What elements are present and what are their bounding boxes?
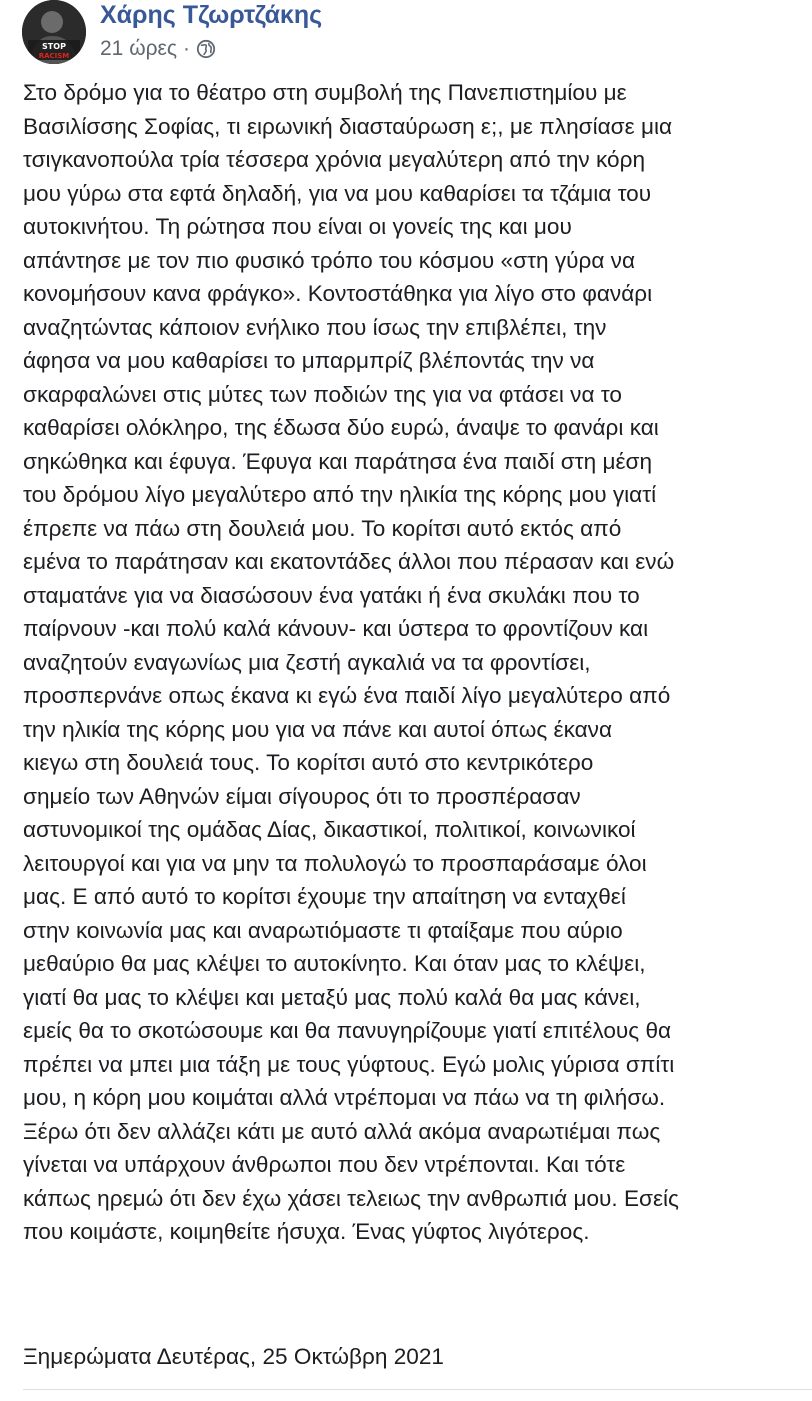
post-text-line: αναζητούν εναγωνίως μια ζεστή αγκαλιά να τα φροντίσει, xyxy=(23,649,591,675)
post-text-line: παίρνουν -και πολύ καλά κάνουν- και ύστερα το φροντίζουν και xyxy=(23,616,649,641)
avatar-text-bottom: RACISM xyxy=(38,52,70,60)
post-text-line: Στο δρόμο για το θέατρο στη συμβολή της Πανεπιστημίου με xyxy=(23,80,627,105)
avatar[interactable] xyxy=(22,0,86,64)
meta-separator: · xyxy=(183,37,191,60)
post-text-line: σκαρφαλώνει στις μύτες των ποδιών της για να φτάσει να το xyxy=(23,381,622,407)
post-text-line: αναζητώντας κάποιον ενήλικο που ίσως την επιβλέπει, την xyxy=(23,314,607,340)
post-text-line: αυτοκινήτου. Τη ρώτησα που είναι οι γονείς της και μου xyxy=(23,214,572,239)
post-text-line: μας. Ε από αυτό το κορίτσι έχουμε την απαίτηση να ενταχθεί xyxy=(23,884,626,909)
post-text-line: σηκώθηκα και έφυγα. Έφυγα και παράτησα ένα παιδί στη μέση xyxy=(23,448,653,474)
post-text-line: άφησα να μου καθαρίσει το μπαρμπρίζ βλέποντάς την να xyxy=(23,348,595,373)
post-text-line: γιατί θα μας το κλέψει και μεταξύ μας πολύ καλά θα μας κάνει, xyxy=(23,984,641,1010)
post-text-line: εμείς θα το σκοτώσουμε και θα πανυγηρίζουμε γιατί επιτέλους θα xyxy=(23,1018,672,1043)
avatar-image xyxy=(22,0,86,64)
post-text-line: προσπερνάνε οπως έκανα κι εγώ ένα παιδί λίγο μεγαλύτερο από xyxy=(23,683,671,708)
post-text-line: Ξέρω ότι δεν αλλάζει κάτι με αυτό αλλά ακόμα αναρωτιέμαι πως xyxy=(23,1118,661,1144)
post-text-line: μεθαύριο θα μας κλέψει το αυτοκίνητο. Και όταν μας το κλέψει, xyxy=(23,951,646,976)
globe-icon[interactable] xyxy=(196,39,216,59)
post-meta xyxy=(100,36,216,62)
post-text-line: εμένα το παράτησαν και εκατοντάδες άλλοι που πέρασαν και ενώ xyxy=(23,549,675,574)
post-text-line: έπρεπε να πάω στη δουλειά μου. Το κορίτσι αυτό εκτός από xyxy=(23,515,622,541)
post-time[interactable]: 21 ώρες xyxy=(100,37,178,60)
post-text-line: κάπως ηρεμώ ότι δεν έχω χάσει τελειως την ανθρωπιά μου. Εσείς xyxy=(23,1185,679,1211)
avatar-text-top: STOP xyxy=(42,42,66,51)
post-text-line: σημείο των Αθηνών είμαι σίγουρος ότι το προσπέρασαν xyxy=(23,783,581,809)
post-text-line: μου, η κόρη μου κοιμάται αλλά ντρέπομαι να πάω να τη φιλήσω. xyxy=(23,1085,666,1110)
post-text-line: σταματάνε για να διασώσουν ένα γατάκι ή ένα σκυλάκι που το xyxy=(23,582,640,608)
post-text-line: απάντησε με τον πιο φυσικό τρόπο του κόσμου «στη γύρα να xyxy=(23,247,636,273)
post-text-line: την ηλικία της κόρης μου για να πάνε και αυτοί όπως έκανα xyxy=(23,716,613,742)
post-text-line: στην κοινωνία μας και αναρωτιόμαστε τι φταίξαμε που αύριο xyxy=(23,917,623,943)
post-text-line: αστυνομικοί της ομάδας Δίας, δικαστικοί, πολιτικοί, κοινωνικοί xyxy=(23,817,636,842)
post-text-line: μου γύρω στα εφτά δηλαδή, για να μου καθαρίσει τα τζάμια του xyxy=(23,180,652,206)
post-text-line: κιεγω στη δουλειά τους. Το κορίτσι αυτό στο κεντρικότερο xyxy=(23,750,594,775)
post-text-line: καθαρίσει ολόκληρο, της έδωσα δύο ευρώ, άναψε το φανάρι και xyxy=(23,415,659,440)
post-text-line: λειτουργοί και για να μην τα πολυλογώ το προσπαράσαμε όλοι xyxy=(23,850,647,876)
post-text-line: τσιγκανοπούλα τρία τέσσερα χρόνια μεγαλύτερη από την κόρη xyxy=(23,147,646,172)
post-signature: Ξημερώματα Δευτέρας, 25 Οκτώβρη 2021 xyxy=(23,1344,444,1369)
post-text-line: του δρόμου λίγο μεγαλύτερο από την ηλικία της κόρης μου γιατί xyxy=(23,482,657,507)
post-text xyxy=(23,76,805,1249)
post-text-line: Βασιλίσσης Σοφίας, τι ειρωνική διασταύρωση ε;, με πλησίασε μια xyxy=(23,113,673,139)
post-text-line: κονομήσουν κανα φράγκο». Κοντοστάθηκα για λίγο στο φανάρι xyxy=(23,281,653,306)
divider xyxy=(23,1389,812,1390)
author-name[interactable]: Χάρης Τζωρτζάκης xyxy=(100,1,323,29)
post-text-line: που κοιμάστε, κοιμηθείτε ήσυχα. Ένας γύφτος λιγότερος. xyxy=(23,1219,590,1244)
post-text-line: γίνεται να υπάρχουν άνθρωποι που δεν ντρέπονται. Και τότε xyxy=(23,1152,626,1177)
post-text-line: πρέπει να μπει μια τάξη με τους γύφτους. Εγώ μολις γύρισα σπίτι xyxy=(23,1051,675,1077)
